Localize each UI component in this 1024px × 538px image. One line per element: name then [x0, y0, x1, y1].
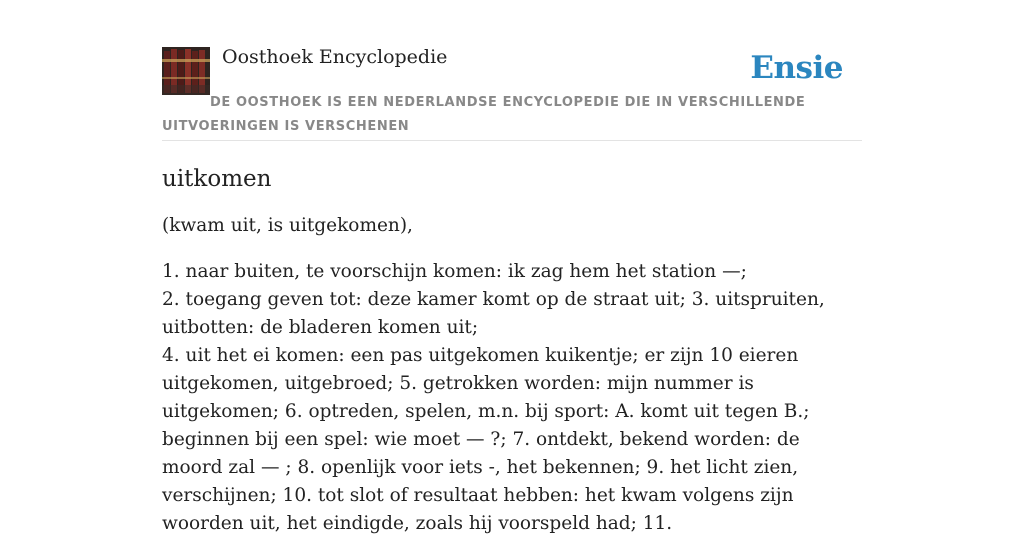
- definition-line: 1. naar buiten, te voorschijn komen: ik zag hem het station —;: [162, 261, 747, 282]
- entry-grammar: (kwam uit, is uitgekomen),: [162, 215, 413, 236]
- site-title[interactable]: Oosthoek Encyclopedie: [222, 46, 448, 68]
- definition-line: 4. uit het ei komen: een pas uitgekomen kuikentje; er zijn 10 eieren uitgekomen, uitgebroed; 5. getrokken worden: mijn nummer is uitgekomen; 6. optreden, spelen, m.n. bij sport: A. komt uit tegen B.; beginnen bij een spel: wie moet — ?; 7. ontdekt, bekend worden: de moord zal — ; 8. openlijk voor iets -, het bekennen; 9. het licht zien, verschijnen; 10. tot slot of resultaat hebben: het kwam volgens zijn woorden uit, het eindigde, zoals hij voorspeld had; 11.: [162, 345, 810, 534]
- site-header: [162, 44, 862, 141]
- entry-definition: [162, 258, 862, 538]
- encyclopedia-books-icon: [162, 47, 210, 95]
- brand-logo[interactable]: Ensie: [750, 50, 843, 86]
- entry-headword: uitkomen: [162, 166, 272, 192]
- definition-line: 2. toegang geven tot: deze kamer komt op de straat uit; 3. uitspruiten, uitbotten: de bladeren komen uit;: [162, 289, 825, 338]
- site-tagline: DE OOSTHOEK IS EEN NEDERLANDSE ENCYCLOPEDIE DIE IN VERSCHILLENDE UITVOERINGEN IS VERSCHENEN: [162, 95, 806, 134]
- entry-content: [162, 160, 862, 538]
- avatar[interactable]: [162, 47, 210, 95]
